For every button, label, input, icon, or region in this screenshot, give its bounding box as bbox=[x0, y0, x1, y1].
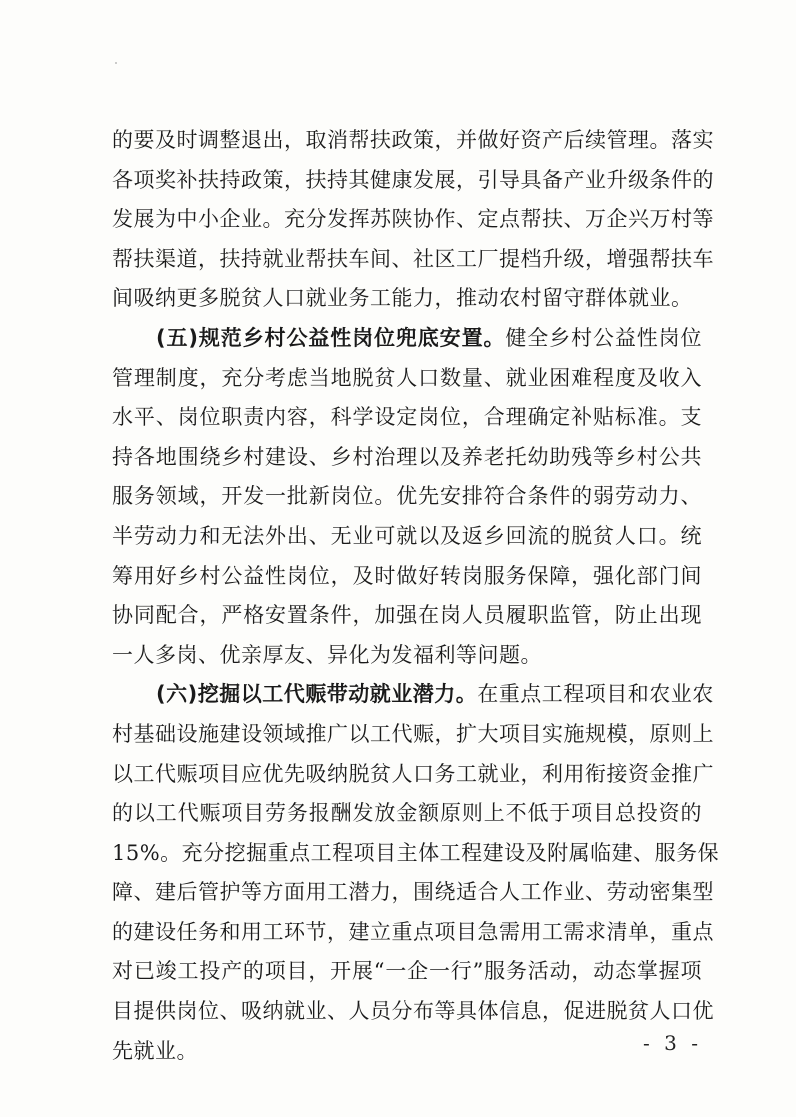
line-text: 目提供岗位、吸纳就业、人员分布等具体信息，促进脱贫人口优 bbox=[112, 999, 714, 1024]
text-line bbox=[112, 438, 702, 478]
line-text: 一人多岗、优亲厚友、异化为发福利等问题。 bbox=[112, 642, 542, 667]
line-text: 各项奖补扶持政策，扶持其健康发展，引导具备产业升级条件的 bbox=[112, 167, 714, 192]
text-line bbox=[112, 834, 720, 874]
text-line bbox=[112, 715, 714, 755]
text-line bbox=[112, 557, 702, 597]
line-text: 的要及时调整退出，取消帮扶政策，并做好资产后续管理。落实 bbox=[112, 128, 714, 152]
text-line bbox=[112, 1032, 702, 1072]
text-line bbox=[112, 200, 714, 240]
section-heading: (六)挖掘以工代赈带动就业潜力。 bbox=[156, 682, 478, 707]
text-line bbox=[112, 240, 714, 280]
line-text: 在重点工程项目和农业农 bbox=[477, 682, 714, 707]
text-line bbox=[112, 596, 702, 636]
text-line bbox=[112, 477, 702, 517]
line-text: 帮扶渠道，扶持就业帮扶车间、社区工厂提档升级，增强帮扶车 bbox=[112, 246, 714, 271]
line-text: 服务领域，开发一批新岗位。优先安排符合条件的弱劳动力、 bbox=[112, 484, 702, 509]
line-text: 障、建后管护等方面用工潜力，围绕适合人工作业、劳动密集型 bbox=[112, 880, 714, 905]
line-text: 筹用好乡村公益性岗位，及时做好转岗服务保障，强化部门间 bbox=[112, 563, 702, 588]
line-text: 间吸纳更多脱贫人口就业务工能力，推动农村留守群体就业。 bbox=[112, 286, 693, 311]
body-text bbox=[112, 121, 720, 1071]
line-text: 对已竣工投产的项目，开展“一企一行”服务活动，动态掌握项 bbox=[112, 959, 702, 984]
text-line bbox=[112, 398, 702, 438]
text-line bbox=[112, 873, 714, 913]
line-text: 协同配合，严格安置条件，加强在岗人员履职监管，防止出现 bbox=[112, 603, 702, 628]
text-line bbox=[112, 161, 714, 201]
line-text: 先就业。 bbox=[112, 1038, 198, 1063]
section-heading: (五)规范乡村公益性岗位兜底安置。 bbox=[156, 325, 506, 350]
text-line bbox=[112, 121, 714, 161]
text-line bbox=[112, 636, 702, 676]
text-line bbox=[112, 319, 702, 359]
page-number: - 3 - bbox=[643, 1031, 702, 1055]
line-text: 的以工代赈项目劳务报酬发放金额原则上不低于项目总投资的 bbox=[112, 801, 702, 826]
line-text: 持各地围绕乡村建设、乡村治理以及养老托幼助残等乡村公共 bbox=[112, 444, 702, 469]
scan-artifact bbox=[115, 62, 117, 64]
line-text: 村基础设施建设领域推广以工代赈，扩大项目实施规模，原则上 bbox=[112, 721, 714, 746]
line-text: 管理制度，充分考虑当地脱贫人口数量、就业困难程度及收入 bbox=[112, 365, 702, 390]
line-text: 以工代赈项目应优先吸纳脱贫人口务工就业，利用衔接资金推广 bbox=[112, 761, 714, 786]
text-line bbox=[112, 279, 702, 319]
line-text: 半劳动力和无法外出、无业可就以及返乡回流的脱贫人口。统 bbox=[112, 523, 702, 548]
line-text: 健全乡村公益性岗位 bbox=[505, 325, 702, 350]
line-text: 的建设任务和用工环节，建立重点项目急需用工需求清单，重点 bbox=[112, 919, 714, 944]
text-line bbox=[112, 675, 714, 715]
text-line bbox=[112, 913, 714, 953]
text-line bbox=[112, 992, 714, 1032]
text-line bbox=[112, 952, 702, 992]
text-line bbox=[112, 359, 702, 399]
text-line bbox=[112, 794, 702, 834]
text-line bbox=[112, 755, 714, 795]
text-line bbox=[112, 517, 702, 557]
line-text: 发展为中小企业。充分发挥苏陕协作、定点帮扶、万企兴万村等 bbox=[112, 207, 714, 232]
line-text: 15%。充分挖掘重点工程项目主体工程建设及附属临建、服务保 bbox=[112, 840, 720, 865]
line-text: 水平、岗位职责内容，科学设定岗位，合理确定补贴标准。支 bbox=[112, 405, 702, 430]
